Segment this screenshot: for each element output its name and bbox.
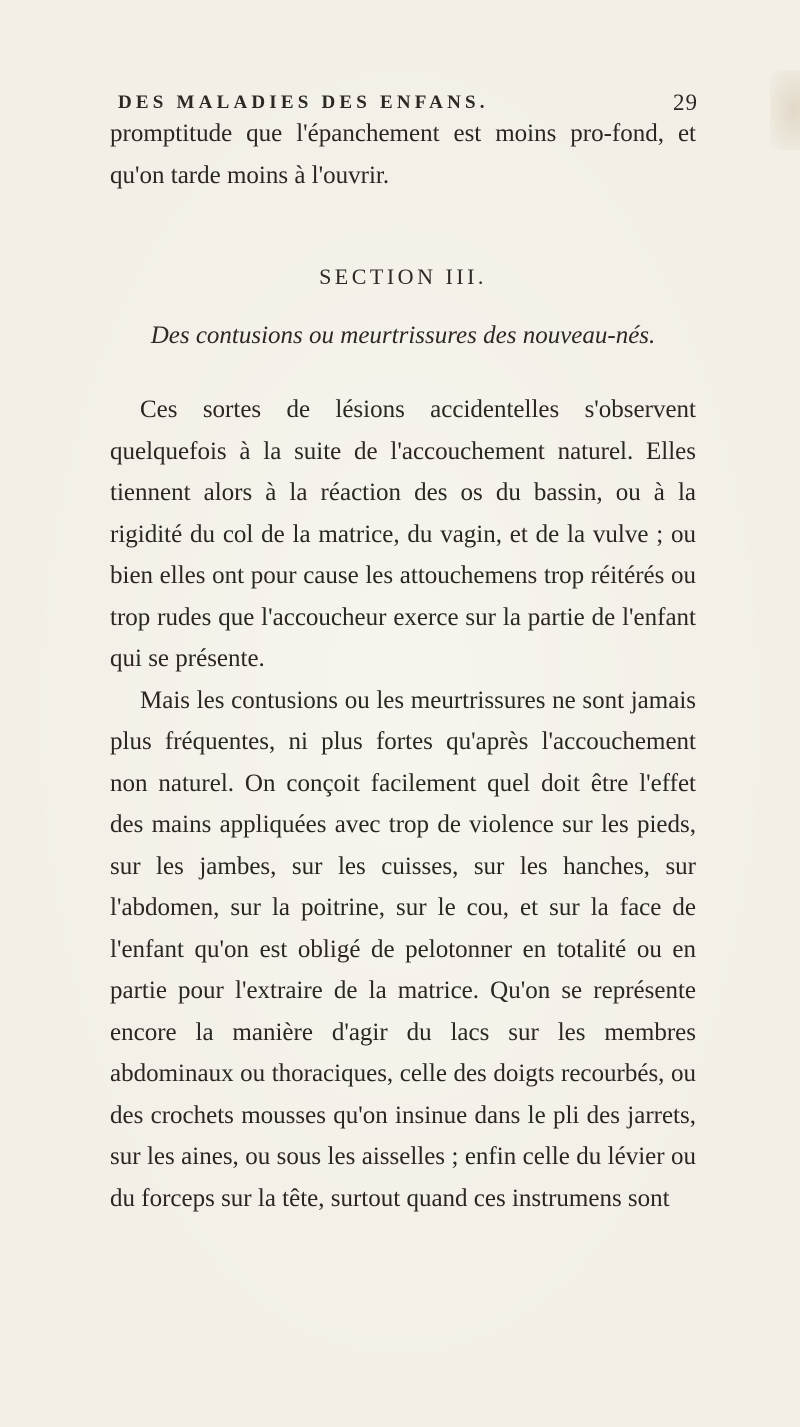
continuation-text — [110, 113, 696, 196]
section-body — [110, 389, 696, 1219]
section-subtitle: Des contusions ou meurtrissures des nouveau-nés. — [150, 322, 656, 349]
page-number: 29 — [673, 90, 698, 115]
section-heading: SECTION III. — [319, 264, 487, 289]
paragraph-2: Mais les contusions ou les meurtrissures ne sont jamais plus fréquentes, ni plus fortes qu'après l'accouchement non naturel. On conçoit facilement quel doit être l'effet des mains appliquées avec trop de violence sur les pieds, sur les jambes, sur les cuisses, sur les hanches, sur l'abdomen, sur la poitrine, sur le cou, et sur la face de l'enfant qu'on est obligé de pelotonner en totalité ou en partie pour l'extraire de la matrice. Qu'on se représente encore la manière d'agir du lacs sur les membres abdominaux ou thoraciques, celle des doigts recourbés, ou des crochets mousses qu'on insinue dans le pli des jarrets, sur les aines, ou sous les aisselles ; enfin celle du lévier ou du forceps sur la tête, surtout quand ces instrumens sont — [110, 686, 696, 1212]
page-stain — [770, 70, 800, 150]
continuation-paragraph: promptitude que l'épanchement est moins pro-fond, et qu'on tarde moins à l'ouvrir. — [110, 120, 696, 189]
running-head-title: DES MALADIES DES ENFANS. — [118, 92, 489, 113]
paragraph-1: Ces sortes de lésions accidentelles s'observent quelquefois à la suite de l'accouchement naturel. Elles tiennent alors à la réaction des os du bassin, ou à la rigidité du col de la matrice, du vagin, et de la vulve ; ou bien elles ont pour cause les attouchemens trop réitérés ou trop rudes que l'accoucheur exerce sur la partie de l'enfant qui se présente. — [110, 396, 696, 672]
